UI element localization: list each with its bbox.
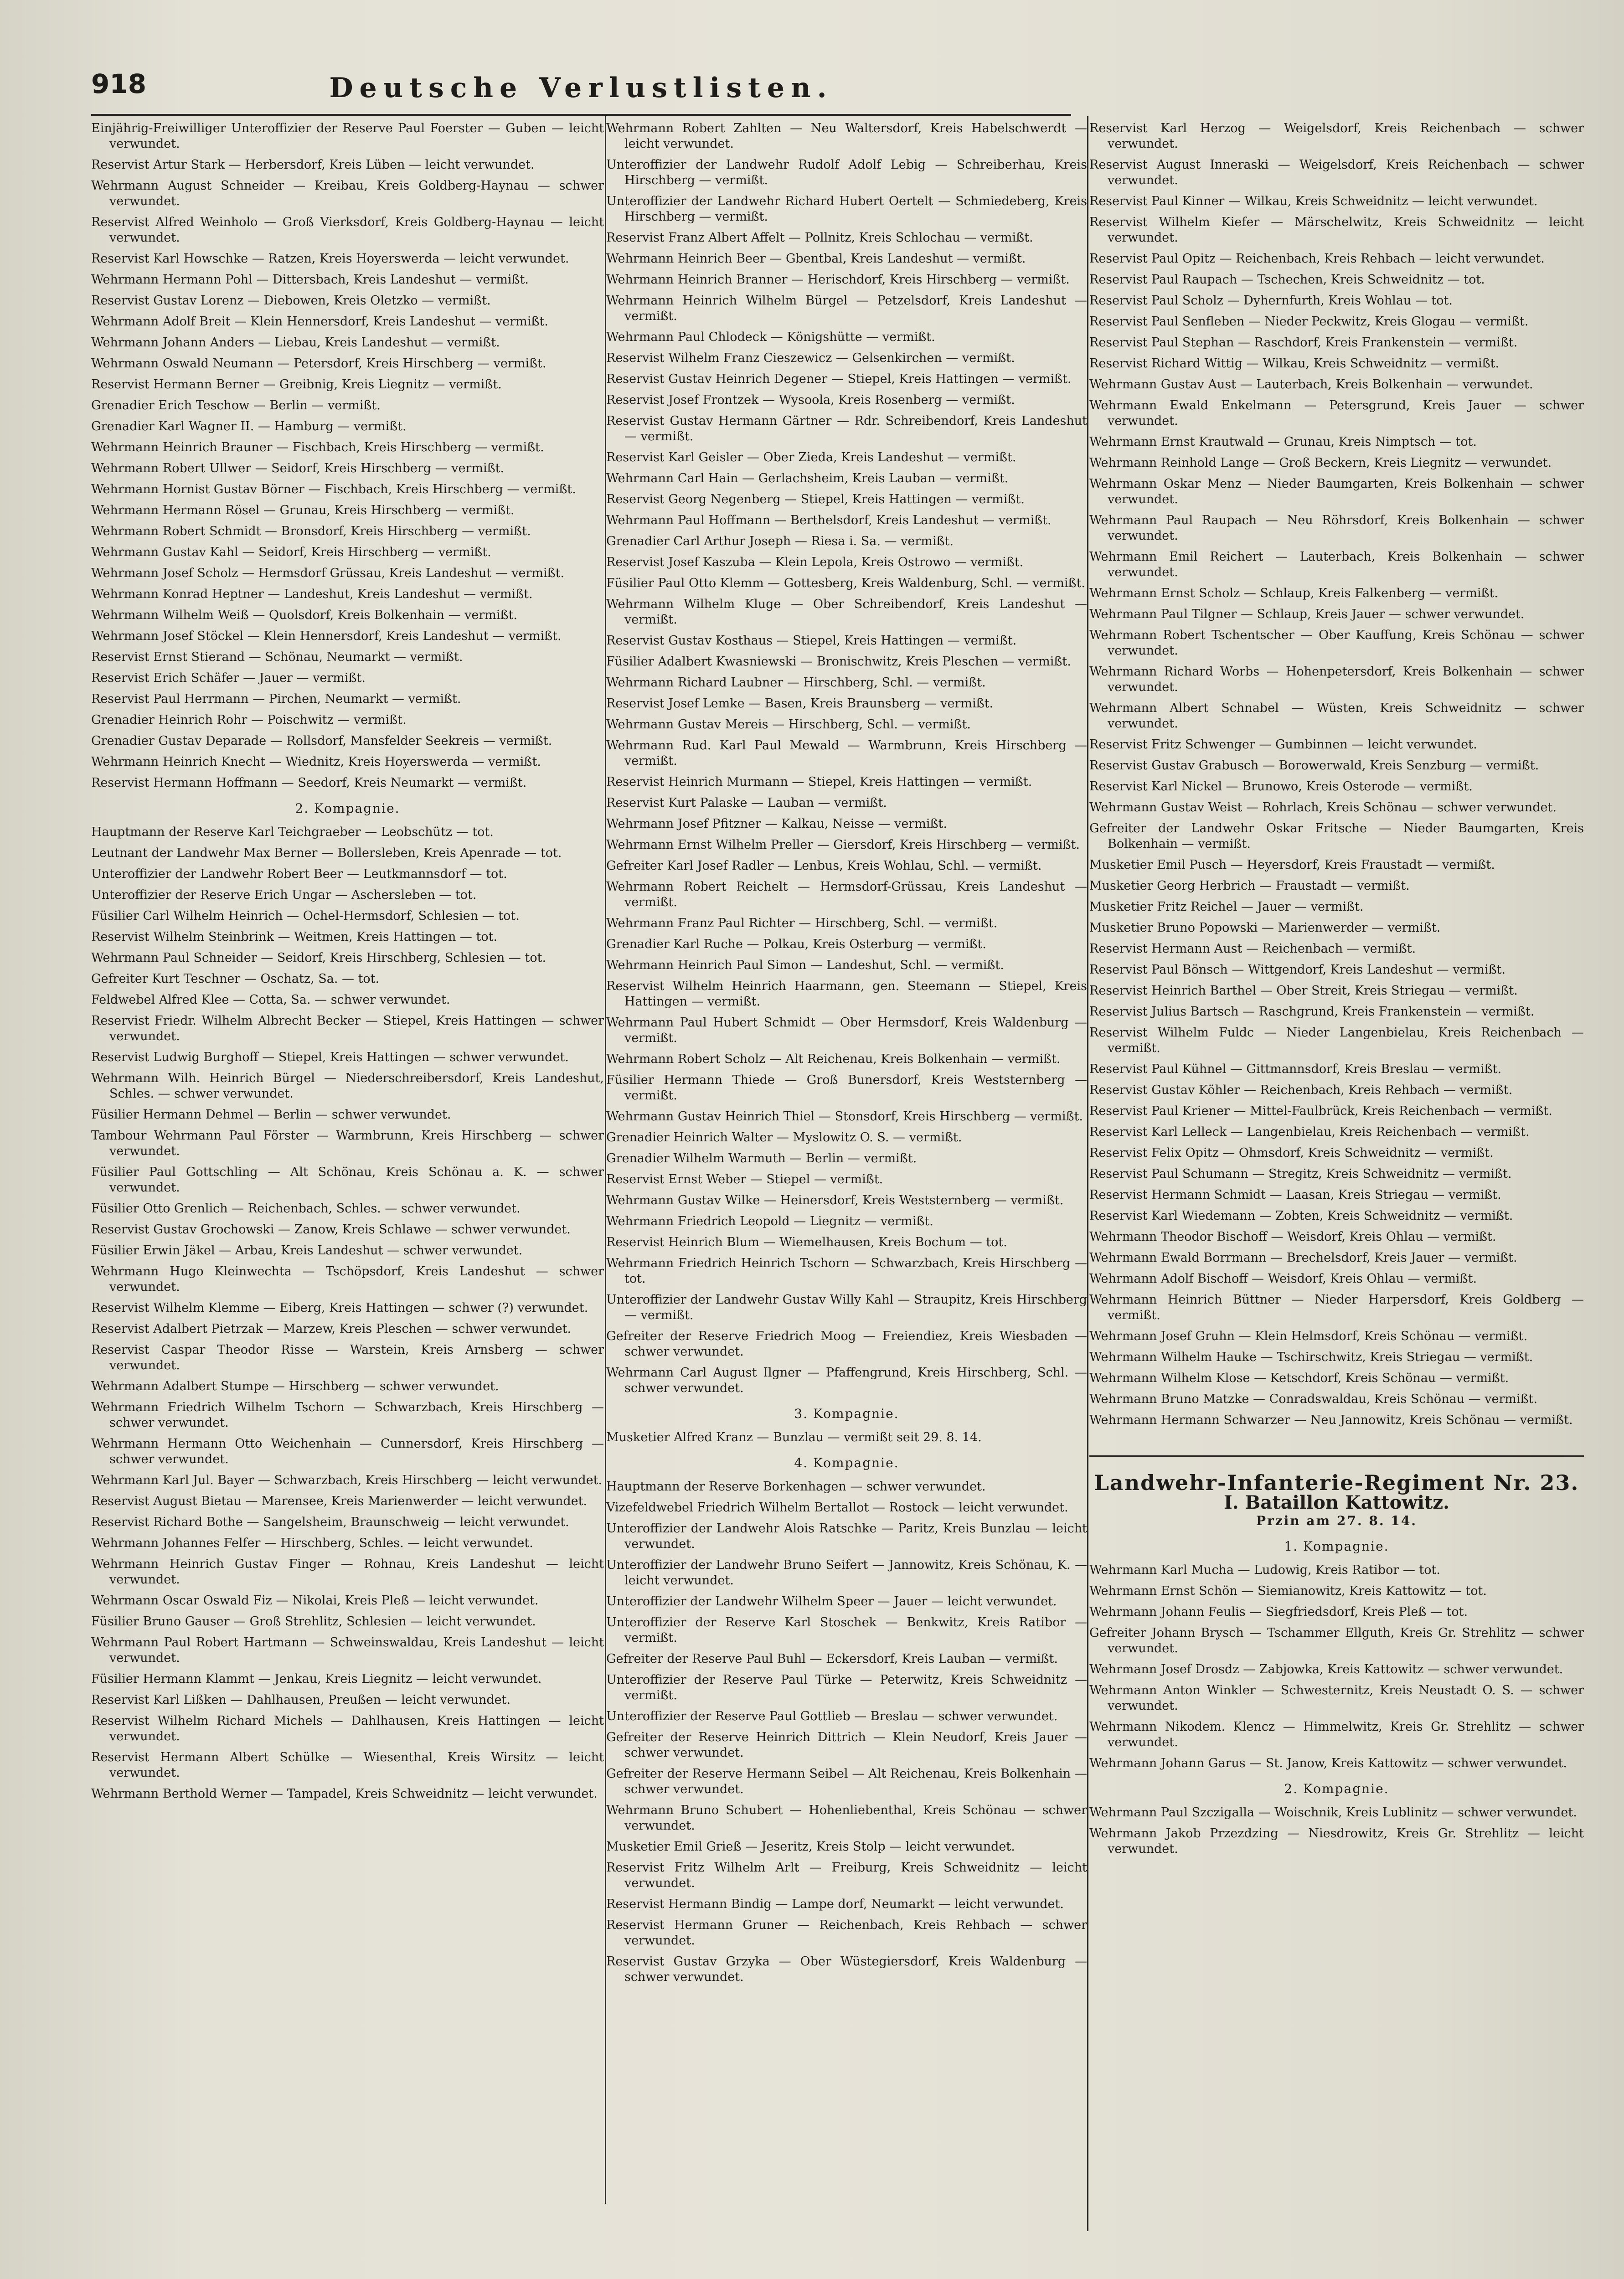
casualty-entry: Wehrmann Johann Garus — St. Janow, Kreis Kattowitz — schwer verwundet.: [1089, 1756, 1567, 1770]
casualty-entry: Reservist Karl Nickel — Brunowo, Kreis Osterode — vermißt.: [1089, 779, 1473, 794]
company-heading: 2. Kompagnie.: [1284, 1781, 1389, 1796]
date-line: Przin am 27. 8. 14.: [1256, 1513, 1418, 1528]
casualty-entry: Reservist Ernst Stierand — Schönau, Neumarkt — vermißt.: [91, 650, 463, 664]
casualty-entry: Musketier Alfred Kranz — Bunzlau — vermißt seit 29. 8. 14.: [606, 1430, 982, 1444]
casualty-entry: Wehrmann Johannes Felfer — Hirschberg, Schles. — leicht verwundet.: [91, 1536, 533, 1550]
casualty-entry: Reservist Gustav Köhler — Reichenbach, Kreis Rehbach — vermißt.: [1089, 1083, 1513, 1097]
casualty-entry: Wehrmann Gustav Mereis — Hirschberg, Schl. — vermißt.: [606, 717, 971, 732]
casualty-entry: Reservist Karl Lelleck — Langenbielau, Kreis Reichenbach — vermißt.: [1089, 1125, 1530, 1139]
casualty-entry: Füsilier Hermann Dehmel — Berlin — schwer verwundet.: [91, 1108, 451, 1122]
casualty-entry: Reservist Alfred Weinholo — Groß Vierksdorf, Kreis Goldberg-Haynau — leicht verwundet.: [91, 215, 604, 245]
casualty-entry: Wehrmann Adolf Bischoff — Weisdorf, Kreis Ohlau — vermißt.: [1089, 1272, 1477, 1286]
casualty-entry: Reservist Hermann Hoffmann — Seedorf, Kreis Neumarkt — vermißt.: [91, 776, 527, 790]
casualty-entry: Füsilier Paul Otto Klemm — Gottesberg, Kreis Waldenburg, Schl. — vermißt.: [606, 576, 1085, 590]
casualty-entry: Wehrmann Josef Stöckel — Klein Hennersdorf, Kreis Landeshut — vermißt.: [91, 629, 562, 643]
casualty-entry: Wehrmann Josef Drosdz — Zabjowka, Kreis Kattowitz — schwer verwundet.: [1089, 1662, 1563, 1676]
casualty-entry: Wehrmann Jakob Przezdzing — Niesdrowitz, Kreis Gr. Strehlitz — leicht verwundet.: [1089, 1826, 1584, 1856]
casualty-entry: Musketier Fritz Reichel — Jauer — vermißt.: [1089, 900, 1364, 914]
casualty-entry: Reservist Erich Schäfer — Jauer — vermißt.: [91, 671, 366, 685]
casualty-entry: Reservist Hermann Schmidt — Laasan, Kreis Striegau — vermißt.: [1089, 1188, 1501, 1202]
casualty-entry: Wehrmann Oskar Menz — Nieder Baumgarten, Kreis Bolkenhain — schwer verwundet.: [1089, 477, 1584, 506]
casualty-entry: Hauptmann der Reserve Karl Teichgraeber — Leobschütz — tot.: [91, 825, 494, 839]
casualty-entry: Wehrmann Ernst Krautwald — Grunau, Kreis Nimptsch — tot.: [1089, 435, 1477, 449]
company-heading: 3. Kompagnie.: [794, 1406, 899, 1421]
casualty-entry: Füsilier Adalbert Kwasniewski — Bronischwitz, Kreis Pleschen — vermißt.: [606, 655, 1071, 669]
casualty-entry: Reservist Fritz Wilhelm Arlt — Freiburg, Kreis Schweidnitz — leicht verwundet.: [606, 1861, 1087, 1890]
casualty-entry: Reservist Heinrich Blum — Wiemelhausen, Kreis Bochum — tot.: [606, 1235, 1007, 1249]
casualty-entry: Reservist Gustav Hermann Gärtner — Rdr. Schreibendorf, Kreis Landeshut — vermißt.: [606, 414, 1087, 443]
casualty-entry: Leutnant der Landwehr Max Berner — Bollersleben, Kreis Apenrade — tot.: [91, 846, 562, 860]
casualty-entry: Wehrmann Friedrich Heinrich Tschorn — Schwarzbach, Kreis Hirschberg — tot.: [606, 1256, 1087, 1286]
casualty-entry: Grenadier Carl Arthur Joseph — Riesa i. Sa. — vermißt.: [606, 534, 954, 548]
casualty-entry: Grenadier Heinrich Walter — Myslowitz O. S. — vermißt.: [606, 1130, 962, 1145]
casualty-entry: Gefreiter Karl Josef Radler — Lenbus, Kreis Wohlau, Schl. — vermißt.: [606, 859, 1042, 873]
casualty-entry: Wehrmann Heinrich Gustav Finger — Rohnau, Kreis Landeshut — leicht verwundet.: [91, 1557, 604, 1587]
casualty-entry: Unteroffizier der Reserve Paul Gottlieb — Breslau — schwer verwundet.: [606, 1709, 1058, 1723]
casualty-entry: Wehrmann Konrad Heptner — Landeshut, Kreis Landeshut — vermißt.: [91, 587, 533, 601]
column-middle: [606, 121, 1087, 2263]
casualty-entry: Wehrmann Adalbert Stumpe — Hirschberg — schwer verwundet.: [91, 1379, 499, 1393]
casualty-entry: Füsilier Hermann Klammt — Jenkau, Kreis Liegnitz — leicht verwundet.: [91, 1672, 542, 1686]
casualty-entry: Reservist Hermann Albert Schülke — Wiesenthal, Kreis Wirsitz — leicht verwundet.: [91, 1750, 604, 1780]
company-heading: 1. Kompagnie.: [1284, 1539, 1389, 1554]
battalion-heading: I. Bataillon Kattowitz.: [1223, 1492, 1450, 1513]
casualty-entry: Wehrmann Josef Scholz — Hermsdorf Grüssau, Kreis Landeshut — vermißt.: [91, 566, 565, 580]
casualty-entry: Wehrmann Josef Gruhn — Klein Helmsdorf, Kreis Schönau — vermißt.: [1089, 1329, 1528, 1343]
casualty-entry: Reservist Wilhelm Kiefer — Märschelwitz, Kreis Schweidnitz — leicht verwundet.: [1089, 215, 1584, 245]
casualty-entry: Unteroffizier der Landwehr Rudolf Adolf Lebig — Schreiberhau, Kreis Hirschberg — vermißt.: [606, 158, 1087, 187]
casualty-entry: Reservist Paul Schumann — Stregitz, Kreis Schweidnitz — vermißt.: [1089, 1167, 1512, 1181]
casualty-entry: Wehrmann Adolf Breit — Klein Hennersdorf, Kreis Landeshut — vermißt.: [91, 315, 548, 329]
casualty-entry: Grenadier Karl Ruche — Polkau, Kreis Osterburg — vermißt.: [606, 937, 986, 951]
casualty-entry: Wehrmann Robert Tschentscher — Ober Kauffung, Kreis Schönau — schwer verwundet.: [1089, 628, 1584, 658]
casualty-entry: Reservist Richard Bothe — Sangelsheim, Braunschweig — leicht verwundet.: [91, 1515, 569, 1529]
casualty-entry: Wehrmann Johann Feulis — Siegfriedsdorf, Kreis Pleß — tot.: [1089, 1605, 1468, 1619]
casualty-entry: Wehrmann Carl August Ilgner — Pfaffengrund, Kreis Hirschberg, Schl. — schwer verwundet.: [606, 1366, 1087, 1395]
casualty-entry: Reservist Karl Herzog — Weigelsdorf, Kreis Reichenbach — schwer verwundet.: [1089, 121, 1584, 151]
casualty-entry: Wehrmann Wilhelm Hauke — Tschirschwitz, Kreis Striegau — vermißt.: [1089, 1350, 1533, 1364]
casualty-entry: Wehrmann Oswald Neumann — Petersdorf, Kreis Hirschberg — vermißt.: [91, 356, 546, 371]
casualty-entry: Reservist Josef Lemke — Basen, Kreis Braunsberg — vermißt.: [606, 696, 994, 711]
casualty-entry: Reservist Ludwig Burghoff — Stiepel, Kreis Hattingen — schwer verwundet.: [91, 1050, 569, 1064]
casualty-entry: Wehrmann Paul Hubert Schmidt — Ober Hermsdorf, Kreis Waldenburg — vermißt.: [606, 1016, 1087, 1045]
casualty-entry: Wehrmann Ewald Enkelmann — Petersgrund, Kreis Jauer — schwer verwundet.: [1089, 398, 1584, 428]
casualty-entry: Wehrmann Hermann Schwarzer — Neu Jannowitz, Kreis Schönau — vermißt.: [1089, 1413, 1573, 1427]
casualty-entry: Wehrmann Nikodem. Klencz — Himmelwitz, Kreis Gr. Strehlitz — schwer verwundet.: [1089, 1720, 1584, 1749]
casualty-entry: Reservist Josef Frontzek — Wysoola, Kreis Rosenberg — vermißt.: [606, 393, 1015, 407]
casualty-entry: Wehrmann Richard Worbs — Hohenpetersdorf, Kreis Bolkenhain — schwer verwundet.: [1089, 665, 1584, 694]
casualty-entry: Reservist Wilhelm Richard Michels — Dahlhausen, Kreis Hattingen — leicht verwundet.: [91, 1714, 604, 1743]
casualty-entry: Reservist Paul Kühnel — Gittmannsdorf, Kreis Breslau — vermißt.: [1089, 1062, 1502, 1076]
casualty-entry: Reservist Gustav Grzyka — Ober Wüstegiersdorf, Kreis Waldenburg — schwer verwundet.: [606, 1954, 1087, 1984]
casualty-entry: Wehrmann Bruno Schubert — Hohenliebenthal, Kreis Schönau — schwer verwundet.: [606, 1803, 1087, 1833]
casualty-entry: Feldwebel Alfred Klee — Cotta, Sa. — schwer verwundet.: [91, 993, 450, 1007]
casualty-entry: Reservist Franz Albert Affelt — Pollnitz, Kreis Schlochau — vermißt.: [606, 231, 1033, 245]
casualty-entry: Wehrmann Robert Scholz — Alt Reichenau, Kreis Bolkenhain — vermißt.: [606, 1052, 1061, 1066]
casualty-entry: Wehrmann Carl Hain — Gerlachsheim, Kreis Lauban — vermißt.: [606, 471, 1009, 485]
casualty-entry: Reservist Paul Kinner — Wilkau, Kreis Schweidnitz — leicht verwundet.: [1089, 194, 1538, 208]
casualty-entry: Wehrmann Ernst Schön — Siemianowitz, Kreis Kattowitz — tot.: [1089, 1584, 1487, 1598]
casualty-entry: Reservist Hermann Berner — Greibnig, Kreis Liegnitz — vermißt.: [91, 377, 502, 392]
casualty-entry: Reservist Paul Stephan — Raschdorf, Kreis Frankenstein — vermißt.: [1089, 335, 1518, 350]
casualty-entry: Gefreiter der Reserve Heinrich Dittrich — Klein Neudorf, Kreis Jauer — schwer verwundet.: [606, 1730, 1087, 1760]
casualty-entry: Grenadier Gustav Deparade — Rollsdorf, Mansfelder Seekreis — vermißt.: [91, 734, 552, 748]
casualty-entry: Reservist Paul Opitz — Reichenbach, Kreis Rehbach — leicht verwundet.: [1089, 252, 1545, 266]
casualty-entry: Wehrmann Albert Schnabel — Wüsten, Kreis Schweidnitz — schwer verwundet.: [1089, 701, 1584, 731]
casualty-entry: Wehrmann Wilhelm Weiß — Quolsdorf, Kreis Bolkenhain — vermißt.: [91, 608, 518, 622]
casualty-entry: Wehrmann Paul Robert Hartmann — Schweinswaldau, Kreis Landeshut — leicht verwundet.: [91, 1635, 604, 1665]
casualty-entry: Reservist Gustav Grochowski — Zanow, Kreis Schlawe — schwer verwundet.: [91, 1222, 571, 1237]
casualty-entry: Wehrmann Berthold Werner — Tampadel, Kreis Schweidnitz — leicht verwundet.: [91, 1787, 598, 1801]
casualty-entry: Reservist Fritz Schwenger — Gumbinnen — leicht verwundet.: [1089, 737, 1477, 752]
casualty-entry: Musketier Emil Grieß — Jeseritz, Kreis Stolp — leicht verwundet.: [606, 1840, 1015, 1854]
casualty-entry: Reservist Gustav Lorenz — Diebowen, Kreis Oletzko — vermißt.: [91, 294, 491, 308]
casualty-entry: Wehrmann August Schneider — Kreibau, Kreis Goldberg-Haynau — schwer verwundet.: [91, 179, 604, 208]
casualty-entry: Reservist Richard Wittig — Wilkau, Kreis Schweidnitz — vermißt.: [1089, 356, 1500, 371]
casualty-entry: Wehrmann Paul Chlodeck — Königshütte — vermißt.: [606, 330, 935, 344]
casualty-entry: Wehrmann Karl Mucha — Ludowig, Kreis Ratibor — tot.: [1089, 1563, 1440, 1577]
casualty-entry: Wehrmann Heinrich Brauner — Fischbach, Kreis Hirschberg — vermißt.: [91, 440, 544, 454]
casualty-entry: Wehrmann Paul Raupach — Neu Röhrsdorf, Kreis Bolkenhain — schwer verwundet.: [1089, 513, 1584, 543]
casualty-entry: Reservist Karl Howschke — Ratzen, Kreis Hoyerswerda — leicht verwundet.: [91, 252, 569, 266]
casualty-entry: Füsilier Paul Gottschling — Alt Schönau, Kreis Schönau a. K. — schwer verwundet.: [91, 1165, 604, 1195]
casualty-entry: Reservist Artur Stark — Herbersdorf, Kreis Lüben — leicht verwundet.: [91, 158, 535, 172]
casualty-entry: Reservist Paul Senfleben — Nieder Peckwitz, Kreis Glogau — vermißt.: [1089, 315, 1529, 329]
page-number: 918: [91, 68, 147, 99]
casualty-entry: Reservist Karl Lißken — Dahlhausen, Preußen — leicht verwundet.: [91, 1693, 511, 1707]
casualty-entry: Unteroffizier der Reserve Paul Türke — Peterwitz, Kreis Schweidnitz — vermißt.: [606, 1673, 1087, 1702]
casualty-entry: Reservist Kurt Palaske — Lauban — vermißt.: [606, 796, 887, 810]
casualty-entry: Unteroffizier der Landwehr Gustav Willy Kahl — Straupitz, Kreis Hirschberg — vermißt.: [606, 1293, 1087, 1322]
casualty-entry: Musketier Bruno Popowski — Marienwerder — vermißt.: [1089, 921, 1441, 935]
casualty-entry: Gefreiter Kurt Teschner — Oschatz, Sa. — tot.: [91, 972, 380, 986]
casualty-entry: Wehrmann Emil Reichert — Lauterbach, Kreis Bolkenhain — schwer verwundet.: [1089, 550, 1584, 579]
casualty-entry: Unteroffizier der Landwehr Robert Beer — Leutkmannsdorf — tot.: [91, 867, 507, 881]
page-header: [91, 64, 1071, 116]
casualty-entry: Reservist Gustav Heinrich Degener — Stiepel, Kreis Hattingen — vermißt.: [606, 372, 1072, 386]
casualty-entry: Wehrmann Ewald Borrmann — Brechelsdorf, Kreis Jauer — vermißt.: [1089, 1251, 1517, 1265]
casualty-entry: Wehrmann Heinrich Knecht — Wiednitz, Kreis Hoyerswerda — vermißt.: [91, 755, 541, 769]
casualty-entry: Gefreiter Johann Brysch — Tschammer Ellguth, Kreis Gr. Strehlitz — schwer verwundet.: [1089, 1626, 1584, 1655]
casualty-entry: Wehrmann Heinrich Beer — Gbentbal, Kreis Landeshut — vermißt.: [606, 252, 1026, 266]
casualty-entry: Unteroffizier der Landwehr Richard Hubert Oertelt — Schmiedeberg, Kreis Hirschberg — vermißt.: [606, 194, 1087, 224]
column-left: [91, 121, 604, 2263]
casualty-entry: Wehrmann Robert Reichelt — Hermsdorf-Grüssau, Kreis Landeshut — vermißt.: [606, 880, 1087, 909]
casualty-entry: Wehrmann Hermann Rösel — Grunau, Kreis Hirschberg — vermißt.: [91, 503, 515, 517]
casualty-entry: Wehrmann Richard Laubner — Hirschberg, Schl. — vermißt.: [606, 675, 986, 690]
casualty-entry: Wehrmann Franz Paul Richter — Hirschberg, Schl. — vermißt.: [606, 916, 998, 930]
casualty-entry: Reservist Hermann Aust — Reichenbach — vermißt.: [1089, 942, 1416, 956]
casualty-entry: Unteroffizier der Landwehr Wilhelm Speer — Jauer — leicht verwundet.: [606, 1594, 1057, 1609]
casualty-entry: Füsilier Otto Grenlich — Reichenbach, Schles. — schwer verwundet.: [91, 1201, 521, 1216]
casualty-entry: Reservist August Inneraski — Weigelsdorf, Kreis Reichenbach — schwer verwundet.: [1089, 158, 1584, 187]
casualty-entry: Reservist Wilhelm Klemme — Eiberg, Kreis Hattingen — schwer (?) verwundet.: [91, 1301, 588, 1315]
casualty-entry: Musketier Georg Herbrich — Fraustadt — vermißt.: [1089, 879, 1410, 893]
casualty-entry: Wehrmann Heinrich Wilhelm Bürgel — Petzelsdorf, Kreis Landeshut — vermißt.: [606, 294, 1087, 323]
casualty-entry: Gefreiter der Reserve Friedrich Moog — Freiendiez, Kreis Wiesbaden — schwer verwundet.: [606, 1329, 1087, 1359]
casualty-entry: Reservist Paul Herrmann — Pirchen, Neumarkt — vermißt.: [91, 692, 461, 706]
casualty-entry: Reservist Hermann Bindig — Lampe dorf, Neumarkt — leicht verwundet.: [606, 1897, 1064, 1911]
casualty-entry: Reservist Paul Scholz — Dyhernfurth, Kreis Wohlau — tot.: [1089, 294, 1453, 308]
casualty-entry: Wehrmann Theodor Bischoff — Weisdorf, Kreis Ohlau — vermißt.: [1089, 1230, 1496, 1244]
casualty-entry: Füsilier Carl Wilhelm Heinrich — Ochel-Hermsdorf, Schlesien — tot.: [91, 909, 520, 923]
casualty-entry: Reservist Friedr. Wilhelm Albrecht Becker — Stiepel, Kreis Hattingen — schwer verwundet.: [91, 1014, 604, 1043]
casualty-entry: Wehrmann Friedrich Wilhelm Tschorn — Schwarzbach, Kreis Hirschberg — schwer verwundet.: [91, 1400, 604, 1430]
casualty-entry: Wehrmann Paul Schneider — Seidorf, Kreis Hirschberg, Schlesien — tot.: [91, 951, 546, 965]
casualty-entry: Reservist Paul Kriener — Mittel-Faulbrück, Kreis Reichenbach — vermißt.: [1089, 1104, 1552, 1118]
casualty-entry: Wehrmann Heinrich Branner — Herischdorf, Kreis Hirschberg — vermißt.: [606, 273, 1070, 287]
casualty-entry: Grenadier Heinrich Rohr — Poischwitz — vermißt.: [91, 713, 407, 727]
casualty-entry: Wehrmann Wilh. Heinrich Bürgel — Niederschreibersdorf, Kreis Landeshut, Schles. — schwer verwundet.: [91, 1071, 604, 1101]
casualty-entry: Reservist Paul Bönsch — Wittgendorf, Kreis Landeshut — vermißt.: [1089, 963, 1506, 977]
casualty-entry: Wehrmann Wilhelm Klose — Ketschdorf, Kreis Schönau — vermißt.: [1089, 1371, 1509, 1385]
casualty-entry: Wehrmann Wilhelm Kluge — Ober Schreibendorf, Kreis Landeshut — vermißt.: [606, 597, 1087, 627]
casualty-entry: Hauptmann der Reserve Borkenhagen — schwer verwundet.: [606, 1480, 986, 1494]
casualty-entry: Grenadier Wilhelm Warmuth — Berlin — vermißt.: [606, 1151, 917, 1165]
casualty-entry: Wehrmann Johann Anders — Liebau, Kreis Landeshut — vermißt.: [91, 335, 500, 350]
casualty-entry: Wehrmann Ernst Wilhelm Preller — Giersdorf, Kreis Hirschberg — vermißt.: [606, 838, 1080, 852]
casualty-entry: Reservist Karl Geisler — Ober Zieda, Kreis Landeshut — vermißt.: [606, 450, 1016, 464]
casualty-entry: Wehrmann Robert Schmidt — Bronsdorf, Kreis Hirschberg — vermißt.: [91, 524, 531, 538]
casualty-entry: Reservist Georg Negenberg — Stiepel, Kreis Hattingen — vermißt.: [606, 492, 1025, 506]
casualty-entry: Wehrmann Bruno Matzke — Conradswaldau, Kreis Schönau — vermißt.: [1089, 1392, 1538, 1406]
casualty-entry: Wehrmann Robert Ullwer — Seidorf, Kreis Hirschberg — vermißt.: [91, 461, 505, 475]
casualty-entry: Wehrmann Friedrich Leopold — Liegnitz — vermißt.: [606, 1214, 933, 1228]
casualty-entry: Reservist Caspar Theodor Risse — Warstein, Kreis Arnsberg — schwer verwundet.: [91, 1343, 604, 1372]
column-divider: [1087, 116, 1088, 2231]
casualty-entry: Wehrmann Rud. Karl Paul Mewald — Warmbrunn, Kreis Hirschberg — vermißt.: [606, 738, 1087, 768]
casualty-entry: Reservist Josef Kaszuba — Klein Lepola, Kreis Ostrowo — vermißt.: [606, 555, 1024, 569]
casualty-entry: Reservist Adalbert Pietrzak — Marzew, Kreis Pleschen — schwer verwundet.: [91, 1322, 572, 1336]
casualty-entry: Wehrmann Gustav Heinrich Thiel — Stonsdorf, Kreis Hirschberg — vermißt.: [606, 1109, 1083, 1124]
casualty-entry: Reservist Wilhelm Steinbrink — Weitmen, Kreis Hattingen — tot.: [91, 930, 498, 944]
casualty-entry: Unteroffizier der Landwehr Alois Ratschke — Paritz, Kreis Bunzlau — leicht verwundet.: [606, 1521, 1087, 1551]
casualty-entry: Wehrmann Josef Pfitzner — Kalkau, Neisse — vermißt.: [606, 817, 947, 831]
casualty-entry: Unteroffizier der Reserve Karl Stoschek — Benkwitz, Kreis Ratibor — vermißt.: [606, 1615, 1087, 1645]
casualty-entry: Grenadier Erich Teschow — Berlin — vermißt.: [91, 398, 381, 412]
company-heading: 4. Kompagnie.: [794, 1455, 899, 1470]
casualty-entry: Wehrmann Paul Tilgner — Schlaup, Kreis Jauer — schwer verwundet.: [1089, 607, 1525, 621]
casualty-entry: Vizefeldwebel Friedrich Wilhelm Bertallot — Rostock — leicht verwundet.: [606, 1500, 1068, 1515]
casualty-entry: Wehrmann Hermann Otto Weichenhain — Cunnersdorf, Kreis Hirschberg — schwer verwundet.: [91, 1437, 604, 1466]
casualty-entry: Wehrmann Karl Jul. Bayer — Schwarzbach, Kreis Hirschberg — leicht verwundet.: [91, 1473, 603, 1487]
casualty-entry: Reservist Ernst Weber — Stiepel — vermißt.: [606, 1172, 883, 1186]
casualty-entry: Wehrmann Heinrich Büttner — Nieder Harpersdorf, Kreis Goldberg — vermißt.: [1089, 1293, 1584, 1322]
casualty-entry: Reservist Wilhelm Fuldc — Nieder Langenbielau, Kreis Reichenbach — vermißt.: [1089, 1026, 1584, 1055]
casualty-entry: Grenadier Karl Wagner II. — Hamburg — vermißt.: [91, 419, 407, 433]
casualty-entry: Wehrmann Oscar Oswald Fiz — Nikolai, Kreis Pleß — leicht verwundet.: [91, 1593, 539, 1608]
casualty-entry: Wehrmann Paul Hoffmann — Berthelsdorf, Kreis Landeshut — vermißt.: [606, 513, 1052, 527]
regiment-heading: Landwehr-Infanterie-Regiment Nr. 23.: [1089, 1455, 1584, 1490]
casualty-entry: Wehrmann Hornist Gustav Börner — Fischbach, Kreis Hirschberg — vermißt.: [91, 482, 576, 496]
column-right: [1089, 121, 1584, 2263]
casualty-entry: Wehrmann Hugo Kleinwechta — Tschöpsdorf, Kreis Landeshut — schwer verwundet.: [91, 1264, 604, 1294]
casualty-entry: Wehrmann Gustav Aust — Lauterbach, Kreis Bolkenhain — verwundet.: [1089, 377, 1533, 392]
casualty-entry: Reservist Julius Bartsch — Raschgrund, Kreis Frankenstein — vermißt.: [1089, 1005, 1535, 1019]
casualty-entry: Reservist Paul Raupach — Tschechen, Kreis Schweidnitz — tot.: [1089, 273, 1485, 287]
casualty-entry: Wehrmann Hermann Pohl — Dittersbach, Kreis Landeshut — vermißt.: [91, 273, 529, 287]
casualty-entry: Wehrmann Reinhold Lange — Groß Beckern, Kreis Liegnitz — verwundet.: [1089, 456, 1552, 470]
casualty-entry: Reservist August Bietau — Marensee, Kreis Marienwerder — leicht verwundet.: [91, 1494, 588, 1508]
casualty-entry: Füsilier Bruno Gauser — Groß Strehlitz, Schlesien — leicht verwundet.: [91, 1614, 536, 1629]
casualty-entry: Reservist Heinrich Barthel — Ober Streit, Kreis Striegau — vermißt.: [1089, 984, 1518, 998]
casualty-entry: Wehrmann Robert Zahlten — Neu Waltersdorf, Kreis Habelschwerdt — leicht verwundet.: [606, 121, 1087, 151]
casualty-entry: Füsilier Erwin Jäkel — Arbau, Kreis Landeshut — schwer verwundet.: [91, 1243, 523, 1258]
casualty-entry: Wehrmann Ernst Scholz — Schlaup, Kreis Falkenberg — vermißt.: [1089, 586, 1498, 600]
casualty-entry: Reservist Wilhelm Heinrich Haarmann, gen. Steemann — Stiepel, Kreis Hattingen — vermißt.: [606, 979, 1087, 1009]
company-heading: 2. Kompagnie.: [295, 801, 400, 816]
casualty-entry: Wehrmann Gustav Weist — Rohrlach, Kreis Schönau — schwer verwundet.: [1089, 800, 1557, 815]
casualty-entry: Reservist Heinrich Murmann — Stiepel, Kreis Hattingen — vermißt.: [606, 775, 1032, 789]
casualty-entry: Unteroffizier der Landwehr Bruno Seifert — Jannowitz, Kreis Schönau, K. — leicht verwundet.: [606, 1558, 1087, 1588]
casualty-entry: Musketier Emil Pusch — Heyersdorf, Kreis Fraustadt — vermißt.: [1089, 858, 1495, 872]
casualty-entry: Reservist Gustav Kosthaus — Stiepel, Kreis Hattingen — vermißt.: [606, 634, 1017, 648]
casualty-entry: Wehrmann Gustav Kahl — Seidorf, Kreis Hirschberg — vermißt.: [91, 545, 491, 559]
casualty-entry: Unteroffizier der Reserve Erich Ungar — Aschersleben — tot.: [91, 888, 477, 902]
casualty-entry: Gefreiter der Reserve Paul Buhl — Eckersdorf, Kreis Lauban — vermißt.: [606, 1652, 1058, 1666]
casualty-entry: Wehrmann Gustav Wilke — Heinersdorf, Kreis Weststernberg — vermißt.: [606, 1193, 1064, 1207]
running-title: Deutsche Verlustlisten.: [329, 72, 833, 104]
casualty-entry: Wehrmann Heinrich Paul Simon — Landeshut, Schl. — vermißt.: [606, 958, 1004, 972]
casualty-entry: Reservist Gustav Grabusch — Borowerwald, Kreis Senzburg — vermißt.: [1089, 758, 1539, 773]
casualty-entry: Gefreiter der Landwehr Oskar Fritsche — Nieder Baumgarten, Kreis Bolkenhain — vermißt.: [1089, 821, 1584, 851]
casualty-entry: Reservist Hermann Gruner — Reichenbach, Kreis Rehbach — schwer verwundet.: [606, 1918, 1087, 1948]
casualty-entry: Gefreiter der Reserve Hermann Seibel — Alt Reichenau, Kreis Bolkenhain — schwer verwundet.: [606, 1767, 1087, 1796]
casualty-entry: Einjährig-Freiwilliger Unteroffizier der Reserve Paul Foerster — Guben — leicht verwundet.: [91, 121, 604, 151]
casualty-entry: Wehrmann Paul Szczigalla — Woischnik, Kreis Lublinitz — schwer verwundet.: [1089, 1805, 1577, 1820]
casualty-entry: Wehrmann Anton Winkler — Schwesternitz, Kreis Neustadt O. S. — schwer verwundet.: [1089, 1683, 1584, 1713]
casualty-entry: Reservist Wilhelm Franz Cieszewicz — Gelsenkirchen — vermißt.: [606, 351, 1015, 365]
casualty-entry: Füsilier Hermann Thiede — Groß Bunersdorf, Kreis Weststernberg — vermißt.: [606, 1073, 1087, 1103]
casualty-entry: Reservist Karl Wiedemann — Zobten, Kreis Schweidnitz — vermißt.: [1089, 1209, 1513, 1223]
casualty-entry: Tambour Wehrmann Paul Förster — Warmbrunn, Kreis Hirschberg — schwer verwundet.: [91, 1129, 604, 1158]
casualty-entry: Reservist Felix Opitz — Ohmsdorf, Kreis Schweidnitz — vermißt.: [1089, 1146, 1494, 1160]
